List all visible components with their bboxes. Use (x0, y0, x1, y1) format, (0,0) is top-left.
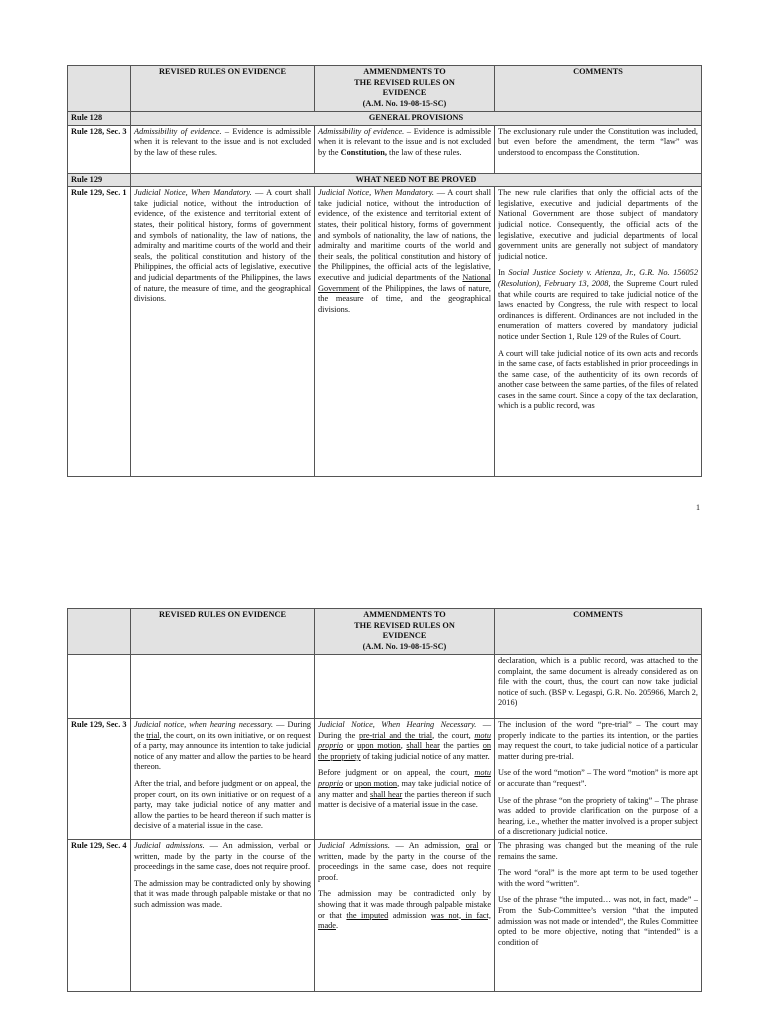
page-number: 1 (696, 503, 700, 512)
section-title: WHAT NEED NOT BE PROVED (131, 173, 702, 187)
provision-text: the parties (439, 741, 483, 751)
provision-text: — An admission, (389, 840, 466, 850)
header-revised-rules: REVISED RULES ON EVIDENCE (131, 609, 315, 655)
provision-text: the parties thereon if such matter is decisive of a material issue in the case. (318, 789, 492, 810)
provision-underlined-text: shall hear (369, 789, 403, 799)
header-amend-line-3: EVIDENCE (382, 88, 427, 98)
header-amend-line-4: (A.M. No. 19-08-15-SC) (362, 98, 447, 108)
header-amend-line-1: AMMENDMENTS TO (363, 67, 446, 76)
header-comments: COMMENTS (495, 609, 702, 655)
section-title: GENERAL PROVISIONS (131, 112, 702, 126)
amended-rule-text (315, 655, 495, 719)
section-row-rule-129 (68, 173, 702, 187)
provision-underlined-text: National Government (318, 272, 491, 293)
comment-paragraph: The inclusion of the word “pre-trial” – The court may properly indicate to the parties its intention, or the parties may request the court, to take judicial notice of a particular matter during pre-trial. (498, 720, 698, 761)
rule-label: Rule 129, Sec. 3 (68, 719, 131, 840)
provision-underlined-text: the imputed (346, 910, 389, 920)
provision-text: or (343, 741, 358, 751)
provision-text: , may take judicial notice of any matter and (318, 778, 491, 799)
header-amend-line-4: (A.M. No. 19-08-15-SC) (362, 641, 447, 651)
amended-rule-text (315, 719, 495, 840)
rule-label (68, 655, 131, 719)
provision-heading: Judicial Notice, When Mandatory. (318, 188, 435, 198)
provision-text: or (343, 778, 355, 788)
provision-paragraph (134, 720, 311, 773)
provision-text: – Evidence is admissible when it is relevant to the issue and is not excluded by the (318, 126, 491, 157)
provision-text: — A court shall take judicial notice, without the introduction of evidence, of the existence and territorial extent of states, their political history, forms of government and symbols of nationality, the law of nations, the admiralty and maritime courts of the world and their seals, the political constitution and history of the Philippines, the official acts of the legislative, executive and judicial departments of the (318, 188, 492, 282)
table-row-continuation (68, 655, 702, 719)
provision-paragraph: The admission may be contradicted only by showing that it was made through palpable mistake or that no such admission was made. (134, 878, 311, 909)
revised-rule-text (131, 125, 315, 173)
comment-paragraph: The phrasing was changed but the meaning of the rule remains the same. (498, 840, 698, 861)
comment-text-part: In (498, 268, 509, 278)
provision-heading: Admissibility of evidence. (134, 126, 222, 136)
amended-rule-text (315, 839, 495, 991)
header-comments: COMMENTS (495, 66, 702, 112)
rule-label: Rule 128, Sec. 3 (68, 125, 131, 173)
provision-text: , the court, on its own initiative, or on request of a party, may announce its intention to take judicial notice of any matter and allow the parties to be heard thereon. (134, 730, 311, 772)
header-amend-line-1: AMMENDMENTS TO (363, 610, 446, 619)
provision-underlined-text: was not, in fact, made (318, 910, 491, 931)
provision-underlined-text: on the propriety (318, 741, 492, 761)
comment-paragraph: Use of the word “motion” – The word “motion” is more apt or accurate than “request”. (498, 768, 698, 788)
provision-text: , (400, 741, 407, 751)
revised-rule-text (131, 187, 315, 477)
provision-paragraph (134, 841, 311, 873)
provision-text: of taking judicial notice of any matter. (360, 751, 490, 761)
provision-heading: Judicial Notice, When Hearing Necessary. (318, 720, 477, 729)
provision-text: the law of these rules. (386, 147, 462, 157)
provision-text: — A court shall take judicial notice, without the introduction of evidence, of the existence and territorial extent of states, their political history, forms of government and symbols of nationality, the law of nations, the admiralty and maritime courts of the world and their seals, the political constitution and history of the Philippines, the official acts of legislative, executive and judicial departments of the Philippines, the laws of nature, the measure of time, and the geographical divisions. (134, 188, 312, 304)
provision-text: — During the (318, 720, 492, 740)
provision-underlined-text: pre-trial and the trial (358, 730, 433, 740)
comment-paragraph: Use of the phrase “the imputed… was not, in fact, made” – From the Sub-Committee’s version “that the imputed admission was not made or intended”, the Rules Committee opted to be more objective, noting that “intended” is a condition of (498, 895, 698, 947)
comment-clip (498, 841, 698, 948)
provision-heading: Judicial Admissions. (318, 840, 390, 850)
table-header-row (68, 66, 702, 112)
table-row-rule-128-sec-3 (68, 125, 702, 173)
provision-underlined-text: trial (146, 730, 160, 740)
rule-label: Rule 129, Sec. 1 (68, 187, 131, 477)
provision-underlined-text: shall hear (406, 741, 440, 751)
provision-heading: Judicial notice, when hearing necessary. (134, 720, 274, 729)
provision-text: admission (388, 910, 431, 920)
provision-underlined-text: upon motion (354, 778, 398, 788)
provision-text: or written, made by the party in the course of the proceedings in the same case, does not require proof. (318, 840, 492, 882)
comment-clip (498, 188, 698, 412)
amended-rule-text (315, 125, 495, 173)
provision-paragraph (318, 841, 491, 883)
case-citation: Social Justice Society v. Atienza, Jr., G.R. No. 156052 (Resolution), February 13, 2008 (498, 268, 698, 288)
provision-text: The admission may be contradicted only by showing that it was made through palpable mistake or that (318, 889, 491, 920)
provision-text: – Evidence is admissible when it is relevant to the issue and is not excluded by the law of these rules. (134, 126, 311, 157)
amended-rule-text (315, 187, 495, 477)
provision-paragraph: After the trial, and before judgment or on appeal, the proper court, on its own initiative or on request of a party, may take judicial notice of any matter and allow the parties to be heard thereon if such matter is decisive of a material issue in the case. (134, 778, 311, 831)
comment-text (495, 187, 702, 477)
comment-paragraph: The word “oral” is the more apt term to be used together with the word “written”. (498, 868, 698, 888)
table-row-rule-129-sec-4 (68, 839, 702, 991)
table-row-rule-129-sec-3 (68, 719, 702, 840)
section-row-rule-128 (68, 112, 702, 126)
evidence-comparison-table-page-1 (67, 65, 702, 477)
provision-paragraph (318, 768, 491, 810)
provision-underlined-text: motu proprio (318, 768, 491, 788)
header-blank-cell (68, 66, 131, 112)
provision-paragraph (318, 720, 491, 762)
revised-rule-text (131, 719, 315, 840)
revised-rule-text (131, 655, 315, 719)
comment-paragraph (498, 268, 698, 342)
evidence-comparison-table-page-2 (67, 608, 702, 992)
header-amend-line-3: EVIDENCE (382, 631, 427, 641)
provision-underlined-text: oral (465, 840, 479, 850)
table-row-rule-129-sec-1 (68, 187, 702, 477)
provision-heading: Judicial admissions. (134, 840, 205, 850)
provision-text: , the court, (432, 730, 475, 740)
provision-text: Before judgment or on appeal, the court, (318, 768, 475, 778)
provision-underlined-text: upon motion (357, 741, 401, 751)
comment-paragraph: Use of the phrase “on the propriety of taking” – The phrase was added to provide clarification on the purpose of a hearing, i.e., whether the matter involved is a proper subject of a discretionary judicial notice. (498, 795, 698, 837)
provision-paragraph (318, 889, 491, 931)
rule-label: Rule 129, Sec. 4 (68, 839, 131, 991)
comment-paragraph: The new rule clarifies that only the official acts of the legislative, executive and judicial departments of the National Government are those subject of mandatory judicial notice. Consequently, the official acts of the legislative, executive and judicial departments of local government units are generally not subject of mandatory judicial notice. (498, 188, 698, 261)
revised-rule-text (131, 839, 315, 991)
provision-text: . (335, 921, 339, 931)
header-amend-line-2: THE REVISED RULES ON (354, 620, 455, 630)
section-rule-label: Rule 129 (68, 173, 131, 187)
provision-heading: Admissibility of evidence. (318, 126, 405, 136)
provision-underlined-text: motu proprio (318, 730, 492, 751)
provision-text: — An admission, verbal or written, made by the party in the course of the proceedings in the same case, does not require proof. (134, 840, 311, 872)
provision-bold-text: Constitution, (340, 147, 387, 157)
header-amendments (315, 66, 495, 112)
section-rule-label: Rule 128 (68, 112, 131, 126)
provision-text: — During the (134, 720, 312, 740)
comment-text (495, 839, 702, 991)
header-revised-rules: REVISED RULES ON EVIDENCE (131, 66, 315, 112)
comment-text: declaration, which is a public record, was attached to the complaint, the same document is already considered as on file with the court, thus, the court can now take judicial notice of such. (BSP v. Legaspi, G.R. No. 205966, March 2, 2016) (495, 655, 702, 719)
comment-text-part: , the Supreme Court ruled that while courts are required to take judicial notice of the laws enacted by Congress, the rule with respect to local ordinances is different. Ordinances are not included in the enumeration of matters covered by mandatory judicial notice under Section 1, Rule 129 of the Rules of Court. (498, 278, 698, 341)
comment-text (495, 719, 702, 840)
header-amend-line-2: THE REVISED RULES ON (354, 77, 455, 87)
comment-text: The exclusionary rule under the Constitution was included, but even before the amendment, the term “law” was understood to encompass the Constitution. (495, 125, 702, 173)
comment-paragraph: A court will take judicial notice of its own acts and records in the same case, of facts established in prior proceedings in the same case, of the authenticity of its own records of another case between the same parties, of the files of related cases in the same court. Since a copy of the tax declaration, which is a public record, was (498, 348, 698, 411)
header-blank-cell (68, 609, 131, 655)
table-header-row (68, 609, 702, 655)
provision-heading: Judicial Notice, When Mandatory. (134, 188, 252, 198)
provision-text: of the Philippines, the laws of nature, the measure of time, and the geographical divisions. (318, 283, 491, 314)
header-amendments (315, 609, 495, 655)
